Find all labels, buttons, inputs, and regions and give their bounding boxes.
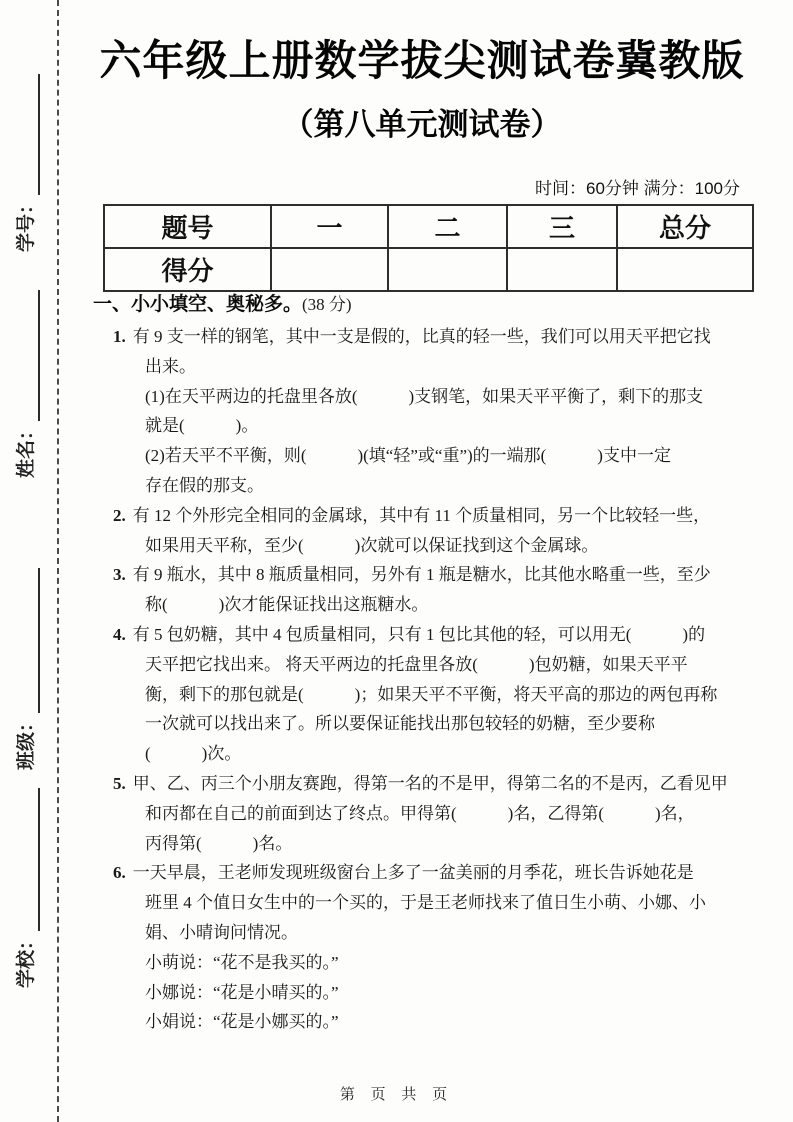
question-1-line-6: 存在假的那支。	[145, 475, 264, 495]
sidebar-field-0	[14, 74, 40, 252]
score-table-col-3: 总分	[617, 205, 753, 248]
question-2-line-2: 如果用天平称，至少( )次就可以保证找到这个金属球。	[145, 535, 599, 555]
question-number: 2.	[113, 505, 126, 525]
question-1-line-3: (1)在天平两边的托盘里各放( )支钢笔，如果天平平衡了，剩下的那支	[145, 386, 704, 406]
section-heading	[93, 293, 753, 317]
question-number: 5.	[113, 773, 126, 793]
question-5-line-3: 丙得第( )名。	[145, 833, 293, 853]
question-text: 甲、乙、丙三个小朋友赛跑，得第一名的不是甲，得第二名的不是丙，乙看见甲	[132, 773, 728, 793]
question-text: 有 9 支一样的钢笔，其中一支是假的，比真的轻一些，我们可以用天平把它找	[132, 327, 711, 346]
score-table-corner-label: 题号	[104, 205, 271, 248]
question-number: 3.	[113, 565, 126, 585]
score-table-col-0: 一	[271, 205, 388, 248]
question-6-line-3: 娟、小晴询问情况。	[145, 922, 298, 942]
question-4-line-5: ( )次。	[145, 744, 242, 764]
question-number: 6.	[113, 863, 126, 883]
sidebar-field-label: 姓名：	[16, 420, 37, 478]
cut-dashed-line	[57, 0, 59, 1122]
sidebar-field-1	[14, 290, 40, 478]
sidebar-field-label: 班级：	[16, 712, 37, 770]
question-number: 1.	[113, 327, 126, 346]
question-number: 4.	[113, 624, 126, 644]
question-1-line-5: (2)若天平不平衡，则( )(填“轻”或“重”)的一端那( )支中一定	[145, 446, 671, 466]
section-score: (38 分)	[302, 295, 352, 314]
question-6-line-5: 小娜说：“花是小晴买的。”	[145, 982, 339, 1002]
score-cell-1	[388, 248, 507, 291]
questions-list	[100, 322, 760, 1037]
question-text: 有 5 包奶糖，其中 4 包质量相同，只有 1 包比其他的轻，可以用无( )的	[132, 624, 706, 644]
sidebar-field-label: 学校：	[16, 930, 37, 988]
question-3-line-2: 称( )次才能保证找出这瓶糖水。	[145, 595, 429, 615]
question-text: 有 9 瓶水，其中 8 瓶质量相同，另外有 1 瓶是糖水，比其他水略重一些，至少	[132, 565, 711, 585]
sidebar-field-blank-line	[18, 74, 40, 195]
score-table	[103, 204, 754, 292]
question-6-line-4: 小萌说：“花不是我买的。”	[145, 952, 339, 972]
question-2	[100, 501, 760, 561]
sidebar-field-3	[14, 788, 40, 988]
page-title: 六年级上册数学拔尖测试卷冀教版	[99, 37, 745, 84]
question-1-line-1	[100, 322, 760, 352]
question-4-line-4: 一次就可以找出来了。所以要保证能找出那包较轻的奶糖，至少要称	[145, 714, 655, 734]
question-6-line-6: 小娟说：“花是小娜买的。”	[145, 1012, 339, 1032]
question-2-line-1	[100, 501, 760, 531]
question-text: 有 12 个外形完全相同的金属球，其中有 11 个质量相同，另一个比较轻一些，	[132, 505, 711, 525]
question-6-line-2: 班里 4 个值日女生中的一个买的，于是王老师找来了值日生小萌、小娜、小	[145, 893, 706, 913]
sidebar-field-label: 学号：	[16, 194, 37, 252]
question-4-line-2: 天平把它找出来。 将天平两边的托盘里各放( )包奶糖，如果天平平	[145, 654, 688, 674]
score-table-col-2: 三	[507, 205, 617, 248]
score-cell-0	[271, 248, 388, 291]
question-3	[100, 560, 760, 620]
question-5-line-1	[100, 769, 760, 799]
question-4-line-3: 衡，剩下的那包就是( )；如果天平不平衡，将天平高的那边的两包再称	[145, 684, 718, 704]
page-footer: 第 页 共 页	[339, 1087, 454, 1103]
question-1-line-4: 就是( )。	[145, 416, 259, 436]
sidebar-field-blank-line	[18, 568, 40, 713]
question-3-line-1	[100, 560, 760, 590]
page-subtitle: （第八单元测试卷）	[282, 107, 562, 142]
question-1	[100, 322, 760, 501]
section-title: 一、小小填空、奥秘多。	[93, 294, 303, 315]
sidebar-field-blank-line	[18, 788, 40, 931]
question-4-line-1	[100, 620, 760, 650]
time-score-info: 时间：60分钟 满分：100分	[535, 179, 740, 198]
question-6	[100, 858, 760, 1037]
question-6-line-1	[100, 858, 760, 888]
question-1-line-2: 出来。	[145, 356, 196, 376]
score-cell-2	[507, 248, 617, 291]
score-table-row-label: 得分	[104, 248, 271, 291]
sidebar-field-2	[14, 568, 40, 770]
score-cell-3	[617, 248, 753, 291]
question-text: 一天早晨，王老师发现班级窗台上多了一盆美丽的月季花，班长告诉她花是	[132, 863, 694, 883]
question-5	[100, 769, 760, 858]
sidebar-field-blank-line	[18, 290, 40, 421]
question-5-line-2: 和丙都在自己的前面到达了终点。甲得第( )名，乙得第( )名，	[145, 803, 695, 823]
question-4	[100, 620, 760, 769]
score-table-score-row	[104, 248, 753, 291]
score-table-header-row	[104, 205, 753, 248]
score-table-col-1: 二	[388, 205, 507, 248]
